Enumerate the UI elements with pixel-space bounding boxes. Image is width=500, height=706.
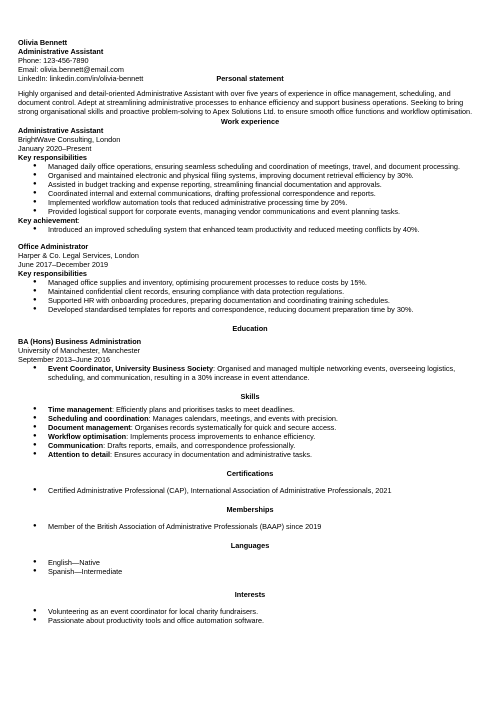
job-company: BrightWave Consulting, London — [18, 135, 121, 144]
statement-text: Highly organised and detail-oriented Administrative Assistant with over five years of experience in office management, scheduling, and document control. Adept at streamlining administrative processes to enhance efficiency and support business operations. Seeking to bring strong organisational skills and proactive problem-solving to Apex Solutions Ltd. to ensure smooth office functions and workflow optimisation. — [18, 89, 473, 116]
list-item — [18, 364, 482, 382]
certifications-list — [18, 486, 482, 495]
section-heading: Interests — [234, 590, 266, 599]
list-item: ● Assisted in budget tracking and expense reporting, streamlining financial documentation and approvals. — [18, 180, 482, 189]
skill-label: Time management — [48, 405, 112, 414]
skill-text: : Ensures accuracy in documentation and administrative tasks. — [110, 450, 313, 459]
candidate-title: Administrative Assistant — [18, 47, 104, 56]
item-text: : Organised and managed multiple networking events, overseeing logistics, scheduling, and communication, resulting in a 30% increase in event attendance. — [48, 364, 456, 382]
section-interests — [18, 590, 482, 625]
education-dates: September 2013–June 2016 — [18, 355, 111, 364]
contact-phone: Phone: 123-456-7890 — [18, 56, 89, 65]
list-item — [18, 423, 482, 432]
school: University of Manchester, Manchester — [18, 346, 141, 355]
section-heading: Languages — [230, 541, 270, 550]
contact-linkedin: LinkedIn: linkedin.com/in/olivia-bennett — [18, 74, 144, 83]
section-heading: Memberships — [226, 505, 274, 514]
skill-label: Communication — [48, 441, 104, 450]
section-heading: Certifications — [226, 469, 274, 478]
section-heading: Education — [232, 324, 268, 333]
skills-list — [18, 405, 482, 459]
skill-text: : Efficiently plans and prioritises tasks to meet deadlines. — [111, 405, 295, 414]
responsibilities-label: Key responsibilities — [18, 153, 87, 162]
list-item: ● Maintained confidential client records, ensuring compliance with data protection regulations. — [18, 287, 482, 296]
list-item: ● Member of the British Association of Administrative Professionals (BAAP) since 2019 — [18, 522, 482, 531]
section-languages — [18, 541, 482, 576]
list-item: ● Volunteering as an event coordinator for local charity fundraisers. — [18, 607, 482, 616]
achievement-label-line — [18, 216, 482, 225]
list-item: ● Supported HR with onboarding procedures, preparing documentation and coordinating training schedules. — [18, 296, 482, 305]
skill-label: Document management — [48, 423, 131, 432]
job-dates: January 2020–Present — [18, 144, 92, 153]
list-item: ● Introduced an improved scheduling system that enhanced team productivity and reduced meeting conflicts by 40%. — [18, 225, 482, 234]
list-item: ● English—Native — [18, 558, 482, 567]
item-label: Event Coordinator, University Business Society — [48, 364, 214, 373]
list-item: ● Managed office supplies and inventory, optimising procurement processes to reduce costs by 15%. — [18, 278, 482, 287]
memberships-list — [18, 522, 482, 531]
job-entry — [18, 242, 482, 314]
list-item — [18, 405, 482, 414]
achievement-label: Key achievement — [18, 216, 78, 225]
section-heading: Work experience — [220, 117, 280, 126]
job-title: Administrative Assistant — [18, 126, 104, 135]
skill-label: Scheduling and coordination — [48, 414, 149, 423]
list-item: ● Implemented workflow automation tools that reduced administrative processing time by 20%. — [18, 198, 482, 207]
education-list — [18, 364, 482, 382]
achievement-colon: : — [77, 216, 80, 225]
list-item: ● Coordinated internal and external communications, drafting professional correspondence and reports. — [18, 189, 482, 198]
section-education — [18, 324, 482, 382]
interests-list — [18, 607, 482, 625]
job-title: Office Administrator — [18, 242, 89, 251]
responsibilities-label: Key responsibilities — [18, 269, 87, 278]
responsibilities-list — [18, 278, 482, 314]
job-entry — [18, 126, 482, 234]
skill-text: : Drafts reports, emails, and correspondence professionally. — [103, 441, 296, 450]
list-item — [18, 441, 482, 450]
list-item: ● Spanish—Intermediate — [18, 567, 482, 576]
responsibilities-list — [18, 162, 482, 216]
contact-email: Email: olivia.bennett@email.com — [18, 65, 124, 74]
list-item: ● Managed daily office operations, ensuring seamless scheduling and coordination of meetings, travel, and document processing. — [18, 162, 482, 171]
languages-list — [18, 558, 482, 576]
section-certifications — [18, 469, 482, 495]
list-item: ● Organised and maintained electronic and physical filing systems, improving document retrieval efficiency by 30%. — [18, 171, 482, 180]
achievement-list — [18, 225, 482, 234]
skill-text: : Implements process improvements to enhance efficiency. — [126, 432, 316, 441]
job-dates: June 2017–December 2019 — [18, 260, 109, 269]
skill-text: : Organises records systematically for quick and secure access. — [130, 423, 337, 432]
list-item — [18, 450, 482, 459]
list-item: ● Developed standardised templates for reports and correspondence, reducing document preparation time by 30%. — [18, 305, 482, 314]
section-skills — [18, 392, 482, 459]
skill-text: : Manages calendars, meetings, and events with precision. — [148, 414, 338, 423]
degree: BA (Hons) Business Administration — [18, 337, 142, 346]
list-item: ● Passionate about productivity tools and office automation software. — [18, 616, 482, 625]
section-heading: Skills — [240, 392, 260, 401]
list-item: ● Provided logistical support for corporate events, managing vendor communications and event planning tasks. — [18, 207, 482, 216]
skill-label: Attention to detail — [48, 450, 111, 459]
job-company: Harper & Co. Legal Services, London — [18, 251, 139, 260]
section-experience — [18, 117, 482, 314]
section-heading: Personal statement — [216, 74, 284, 83]
candidate-name: Olivia Bennett — [18, 38, 68, 47]
skill-label: Workflow optimisation — [48, 432, 127, 441]
list-item — [18, 432, 482, 441]
section-memberships — [18, 505, 482, 531]
list-item — [18, 414, 482, 423]
list-item: ● Certified Administrative Professional (CAP), International Association of Administrative Professionals, 2021 — [18, 486, 482, 495]
